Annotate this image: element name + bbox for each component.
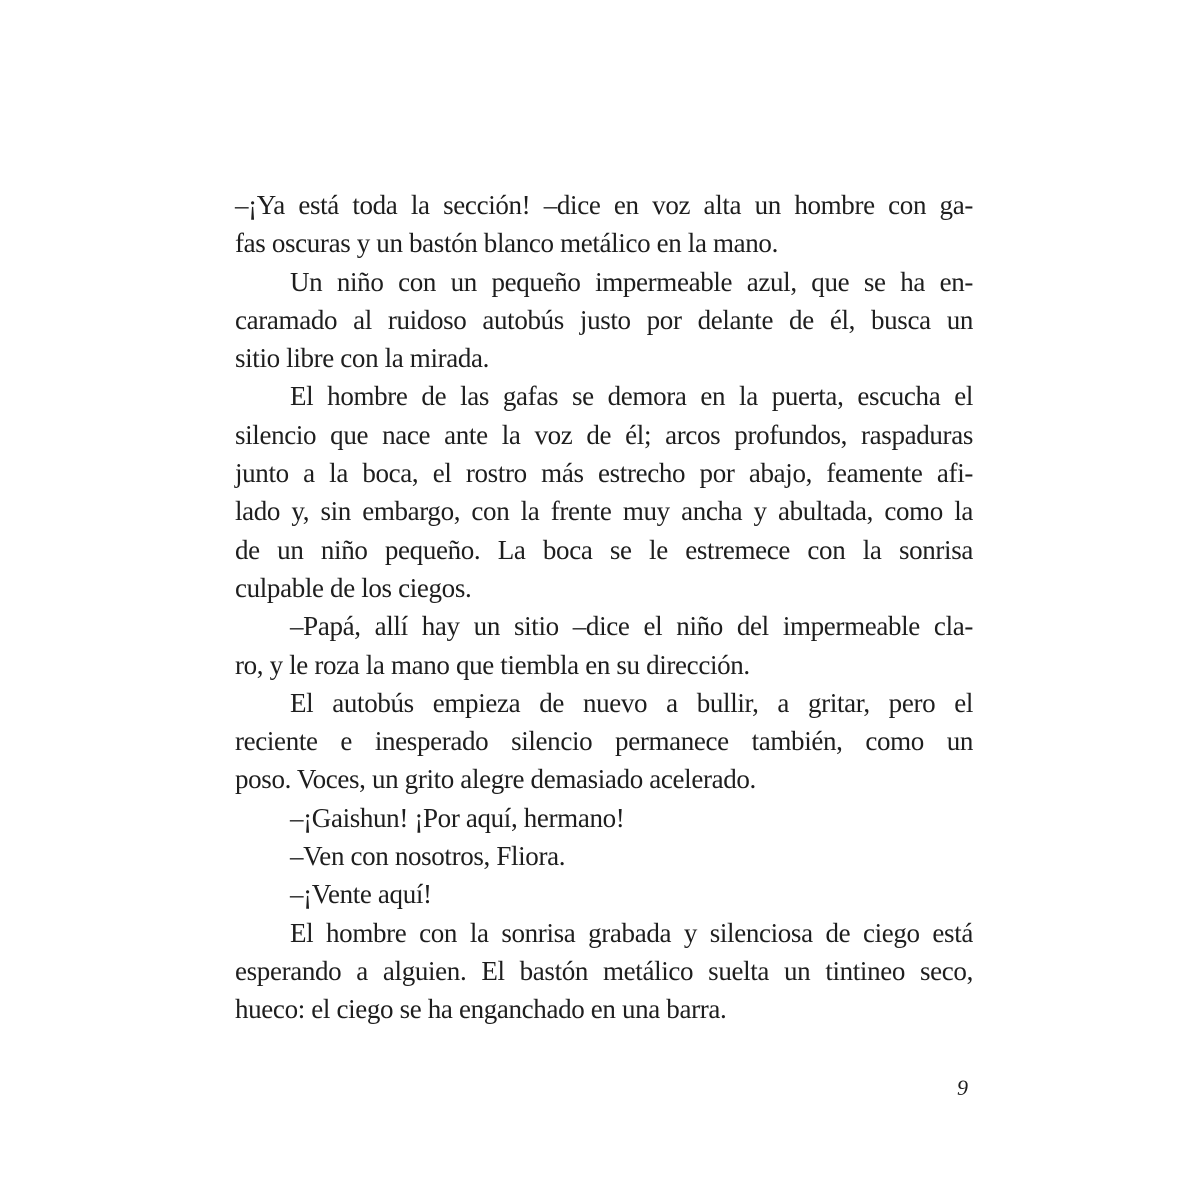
text-line: –Ven con nosotros, Fliora. bbox=[290, 841, 566, 872]
text-line: ro, y le roza la mano que tiembla en su dirección. bbox=[235, 649, 750, 680]
text-line: –¡Ya está toda la sección! –dice en voz alta un hombre con ga- bbox=[235, 190, 973, 220]
page-number: 9 bbox=[957, 1075, 968, 1100]
text-line: El hombre de las gafas se demora en la puerta, escucha el bbox=[290, 381, 973, 412]
text-line: –¡Gaishun! ¡Por aquí, hermano! bbox=[290, 802, 625, 833]
text-line: fas oscuras y un bastón blanco metálico en la mano. bbox=[235, 228, 778, 259]
text-line: esperando a alguien. El bastón metálico suelta un tintineo seco, bbox=[235, 955, 973, 986]
text-line: –Papá, allí hay un sitio –dice el niño del impermeable cla- bbox=[290, 611, 973, 642]
text-line: –¡Vente aquí! bbox=[290, 879, 432, 910]
body-text bbox=[235, 186, 973, 1029]
text-line: El hombre con la sonrisa grabada y silenciosa de ciego está bbox=[290, 917, 973, 948]
text-line: Un niño con un pequeño impermeable azul, que se ha en- bbox=[290, 266, 973, 297]
text-line: junto a la boca, el rostro más estrecho por abajo, feamente afi- bbox=[235, 458, 973, 489]
text-line: poso. Voces, un grito alegre demasiado acelerado. bbox=[235, 764, 756, 795]
text-line: silencio que nace ante la voz de él; arcos profundos, raspaduras bbox=[235, 419, 973, 450]
text-line: de un niño pequeño. La boca se le estremece con la sonrisa bbox=[235, 534, 973, 565]
text-line: lado y, sin embargo, con la frente muy ancha y abultada, como la bbox=[235, 496, 973, 527]
text-line: hueco: el ciego se ha enganchado en una barra. bbox=[235, 994, 727, 1025]
text-line: reciente e inesperado silencio permanece también, como un bbox=[235, 726, 973, 757]
text-line: culpable de los ciegos. bbox=[235, 572, 472, 603]
text-line: sitio libre con la mirada. bbox=[235, 343, 490, 374]
text-line: El autobús empieza de nuevo a bullir, a gritar, pero el bbox=[290, 687, 973, 718]
text-line: caramado al ruidoso autobús justo por delante de él, busca un bbox=[235, 304, 973, 335]
